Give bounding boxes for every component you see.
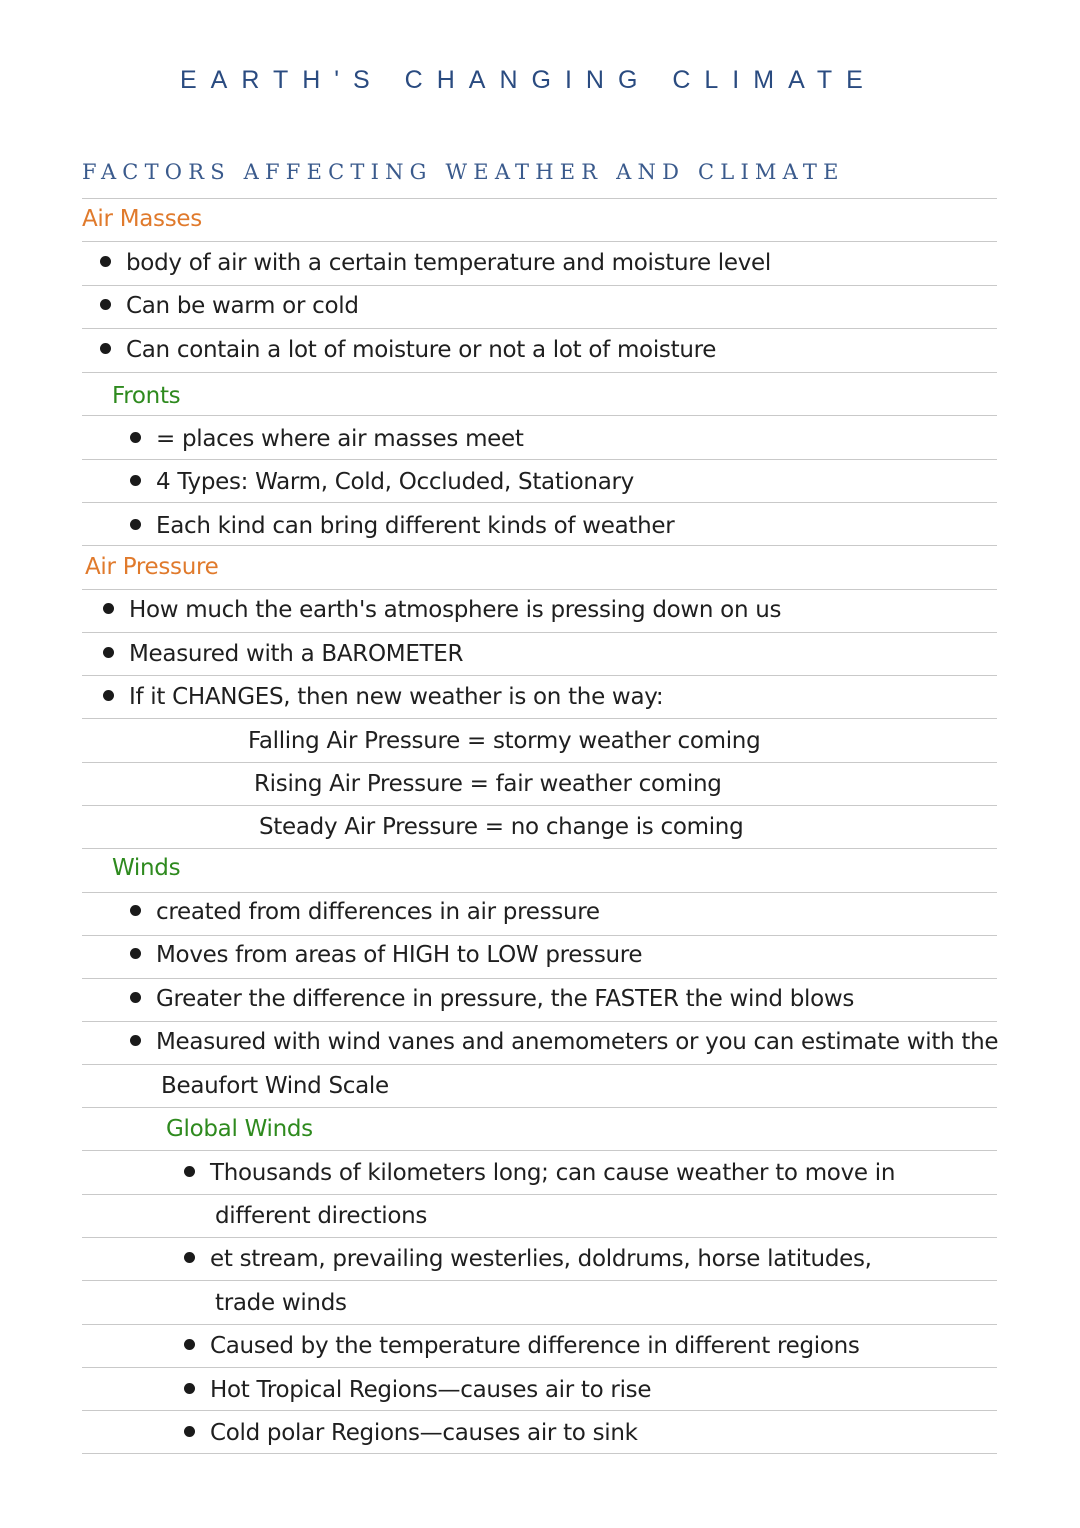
list-item: Measured with wind vanes and anemometers or you can estimate with the [130,1027,998,1057]
bullet-icon [184,1339,195,1350]
rule-line [82,198,997,199]
bullet-icon [184,1166,195,1177]
rule-line [82,1367,997,1368]
bullet-icon [100,256,111,267]
bullet-icon [103,647,114,658]
rule-line [82,589,997,590]
list-item: = places where air masses meet [130,424,524,454]
pressure-change-steady: Steady Air Pressure = no change is coming [259,814,744,840]
rule-line [82,1410,997,1411]
section-title: FACTORS AFFECTING WEATHER AND CLIMATE [82,160,845,184]
list-item: Caused by the temperature difference in different regions [184,1331,860,1361]
list-item: Hot Tropical Regions—causes air to rise [184,1375,651,1405]
rule-line [82,1107,997,1108]
rule-line [82,1064,997,1065]
list-item: Can be warm or cold [100,291,359,321]
fronts-heading: Fronts [112,383,181,409]
bullet-icon [130,1035,141,1046]
list-item: Measured with a BAROMETER [103,639,463,669]
rule-line [82,502,997,503]
list-item: Can contain a lot of moisture or not a lot of moisture [100,335,716,365]
air-masses-heading: Air Masses [82,206,202,232]
rule-line [82,718,997,719]
bullet-icon [103,603,114,614]
list-item-continuation: Beaufort Wind Scale [161,1073,389,1099]
rule-line [82,1324,997,1325]
rule-line [82,1194,997,1195]
page-title: EARTH'S CHANGING CLIMATE [180,66,877,94]
global-winds-heading: Global Winds [166,1116,313,1142]
bullet-icon [100,299,111,310]
list-item: body of air with a certain temperature and moisture level [100,248,771,278]
rule-line [82,935,997,936]
rule-line [82,1280,997,1281]
rule-line [82,1150,997,1151]
rule-line [82,762,997,763]
bullet-icon [184,1426,195,1437]
list-item: Moves from areas of HIGH to LOW pressure [130,940,642,970]
rule-line [82,372,997,373]
list-item: Cold polar Regions—causes air to sink [184,1418,638,1448]
rule-line [82,1237,997,1238]
list-item: Greater the difference in pressure, the FASTER the wind blows [130,984,854,1014]
bullet-icon [184,1383,195,1394]
list-item: 4 Types: Warm, Cold, Occluded, Stationary [130,467,634,497]
rule-line [82,892,997,893]
bullet-icon [130,475,141,486]
bullet-icon [130,432,141,443]
rule-line [82,1021,997,1022]
list-item: created from differences in air pressure [130,897,600,927]
rule-line [82,848,997,849]
pressure-change-falling: Falling Air Pressure = stormy weather coming [248,728,761,754]
list-item: et stream, prevailing westerlies, doldrums, horse latitudes, [184,1244,872,1274]
bullet-icon [130,948,141,959]
list-item-continuation: trade winds [215,1290,347,1316]
rule-line [82,1453,997,1454]
rule-line [82,632,997,633]
rule-line [82,459,997,460]
rule-line [82,241,997,242]
rule-line [82,978,997,979]
bullet-icon [130,519,141,530]
rule-line [82,415,997,416]
bullet-icon [130,992,141,1003]
rule-line [82,805,997,806]
winds-heading: Winds [112,855,181,881]
rule-line [82,545,997,546]
list-item: If it CHANGES, then new weather is on the way: [103,682,663,712]
rule-line [82,675,997,676]
list-item: Each kind can bring different kinds of weather [130,511,674,541]
list-item-continuation: different directions [215,1203,428,1229]
air-pressure-heading: Air Pressure [85,554,219,580]
bullet-icon [100,343,111,354]
pressure-change-rising: Rising Air Pressure = fair weather coming [254,771,722,797]
list-item: How much the earth's atmosphere is pressing down on us [103,595,781,625]
rule-line [82,285,997,286]
bullet-icon [130,905,141,916]
rule-line [82,328,997,329]
bullet-icon [184,1252,195,1263]
list-item: Thousands of kilometers long; can cause weather to move in [184,1158,895,1188]
bullet-icon [103,690,114,701]
